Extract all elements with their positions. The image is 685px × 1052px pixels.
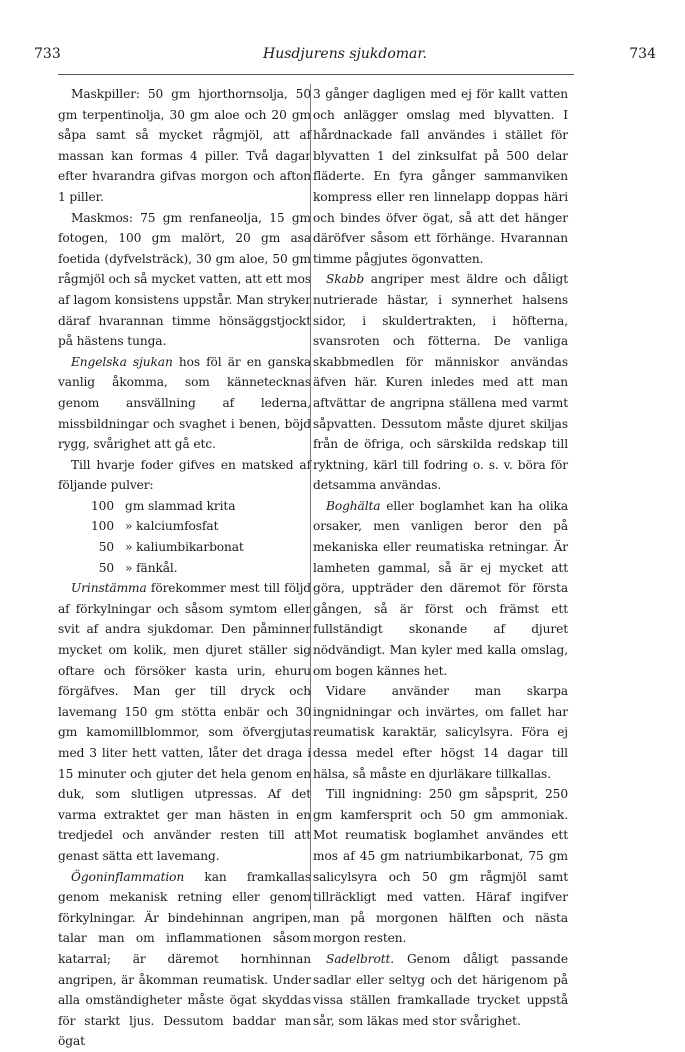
text-ogoninflammation: kan framkallas genom mekanisk retning eller genom förkylningar. Är bindehinnan angripen, talar man om inflammationen såsom katarral; är däremot hornhinnan angripen, är åkomman reumatisk. Under alla omständigheter måste ögat skyddas för starkt ljus. Dessutom baddar man ögat xyxy=(58,869,311,1049)
list-item xyxy=(58,516,311,537)
running-header xyxy=(34,46,656,68)
text-urinstamma: förekommer mest till följd af förkylningar och såsom symtom eller svit af andra sjukdomar. Den påminner mycket om kolik, men djuret ställer sig oftare och försöker kasta urin, ehuru förgäfves. Man ger till dryck och lavemang 150 gm stötta enbär och 30 gm kamomillblommor, som öfvergjutas med 3 liter hett vatten, låter det draga i 15 minuter och gjuter det hela genom en duk, som slutligen utpressas. Af det varma extraktet ger man hästen in en tredjedel och använder resten till att genast sätta ett lavemang. xyxy=(58,581,311,863)
heading-sadelbrott: Sadelbrott. xyxy=(326,951,395,966)
paragraph-engelska-sjukan xyxy=(58,352,311,455)
text-engelska-sjukan: hos föl är en ganska vanlig åkomma, som kännetecknas genom ansvällning af lederna, missbildningar och svaghet i benen, böjd rygg, svårighet att gå etc. xyxy=(58,354,311,452)
paragraph-maskmos: Maskmos: 75 gm renfaneolja, 15 gm fotogen, 100 gm malört, 20 gm asa foetida (dyfvelsträck), 30 gm aloe, 50 gm rågmjöl och så mycket vatten, att ett mos af lagom konsistens uppstår. Man stryker däraf hvarannan timme hönsäggstjockt på hästens tunga. xyxy=(58,210,311,349)
heading-ogoninflammation: Ögoninflammation xyxy=(71,869,185,884)
recipe-ingredient: kalciumfosfat xyxy=(136,519,219,534)
recipe-unit: » xyxy=(125,519,133,534)
heading-skabb: Skabb xyxy=(326,272,365,287)
recipe-ingredient: fänkål. xyxy=(136,560,178,575)
heading-boghalta: Boghälta xyxy=(326,498,381,513)
list-item xyxy=(58,558,311,579)
recipe-unit: gm xyxy=(125,498,145,513)
recipe-unit: » xyxy=(125,540,133,555)
column-divider xyxy=(310,84,311,910)
paragraph-urinstamma xyxy=(58,578,311,866)
page-number-right: 734 xyxy=(629,46,656,62)
recipe-name xyxy=(125,558,178,579)
left-column xyxy=(58,84,311,1052)
recipe-qty: 50 xyxy=(98,560,114,575)
text-sadelbrott: Genom dåligt passande sadlar eller seltyg och det härigenom på vissa ställen framkallade trycket uppstå sår, som läkas med stor svårighet. xyxy=(313,951,568,1028)
recipe-qty: 100 xyxy=(91,519,114,534)
recipe-name xyxy=(125,496,235,517)
heading-urinstamma: Urinstämma xyxy=(71,581,147,596)
paragraph-ingnidningar: Vidare använder man skarpa ingnidningar och invärtes, om fallet har reumatisk karaktär, salicylsyra. Föra ej dessa medel efter högst 14 dagar till hälsa, så måste en djurläkare tillkallas. xyxy=(313,684,568,781)
header-rule xyxy=(58,74,574,75)
text-skabb: angriper mest äldre och dåligt nutrierade hästar, i synnerhet halsens sidor, i skuldertrakten, i höfterna, svansroten och fötterna. De vanliga skabbmedlen för människor användas äfven här. Kuren inledes med att man aftvättar de angripna ställena med varmt såpvatten. Dessutom måste djuret skiljas från de öfriga, och särskilda redskap till ryktning, kärl till fodring o. s. v. böra för detsamma användas. xyxy=(313,272,568,493)
text-boghalta: eller boglamhet kan ha olika orsaker, men vanligen beror den på mekaniska eller reumatiska retningar. Är lamheten gammal, så är ej mycket att göra, uppträder den däremot för första gången, så är först och främst ett fullständigt skonande af djuret nödvändigt. Man kyler med kalla omslag, om bogen kännes het. xyxy=(313,498,568,678)
running-title: Husdjurens sjukdomar. xyxy=(262,46,427,62)
paragraph-ogoninflammation xyxy=(58,867,311,1052)
recipe-ingredient: kaliumbikarbonat xyxy=(136,540,244,555)
recipe-qty: 50 xyxy=(98,540,114,555)
right-column xyxy=(313,84,568,1031)
list-item xyxy=(58,496,311,517)
paragraph-ingnidning-recept: Till ingnidning: 250 gm såpsprit, 250 gm kamfersprit och 50 gm ammoniak. Mot reumatisk boglamhet användes ett mos af 45 gm natriumbikarbonat, 75 gm salicylsyra och 50 gm rågmjöl samt tillräckligt med vatten. Häraf ingifver man på morgonen hälften och nästa morgon resten. xyxy=(313,787,568,946)
recipe-unit: » xyxy=(125,560,133,575)
list-item xyxy=(58,537,311,558)
powder-recipe xyxy=(58,496,311,578)
paragraph-skabb xyxy=(313,269,568,496)
heading-engelska-sjukan: Engelska sjukan xyxy=(71,354,173,369)
recipe-qty: 100 xyxy=(91,498,114,513)
paragraph-sadelbrott xyxy=(313,949,568,1031)
paragraph-ogoninflammation-cont: 3 gånger dagligen med ej för kallt vatten och anlägger omslag med blyvatten. I hårdnackade fall användes i stället för blyvatten 1 del zinksulfat på 500 delar fläderte. En fyra gånger sammanviken kompress eller ren linnelapp doppas häri och bindes öfver ögat, så att det hänger däröfver såsom ett förhänge. Hvarannan timme pågjutes ögonvatten. xyxy=(313,87,568,266)
recipe-name xyxy=(125,516,218,537)
recipe-name xyxy=(125,537,244,558)
paragraph-maskpiller: Maskpiller: 50 gm hjorthornsolja, 50 gm terpentinolja, 30 gm aloe och 20 gm såpa samt så mycket rågmjöl, att af massan kan formas 4 piller. Två dagar efter hvarandra gifvas morgon och afton 1 piller. xyxy=(58,87,311,204)
paragraph-pulver: Till hvarje foder gifves en matsked af följande pulver: xyxy=(58,457,311,493)
paragraph-boghalta xyxy=(313,496,568,681)
page-number-left: 733 xyxy=(34,46,61,62)
recipe-ingredient: slammad krita xyxy=(147,498,236,513)
